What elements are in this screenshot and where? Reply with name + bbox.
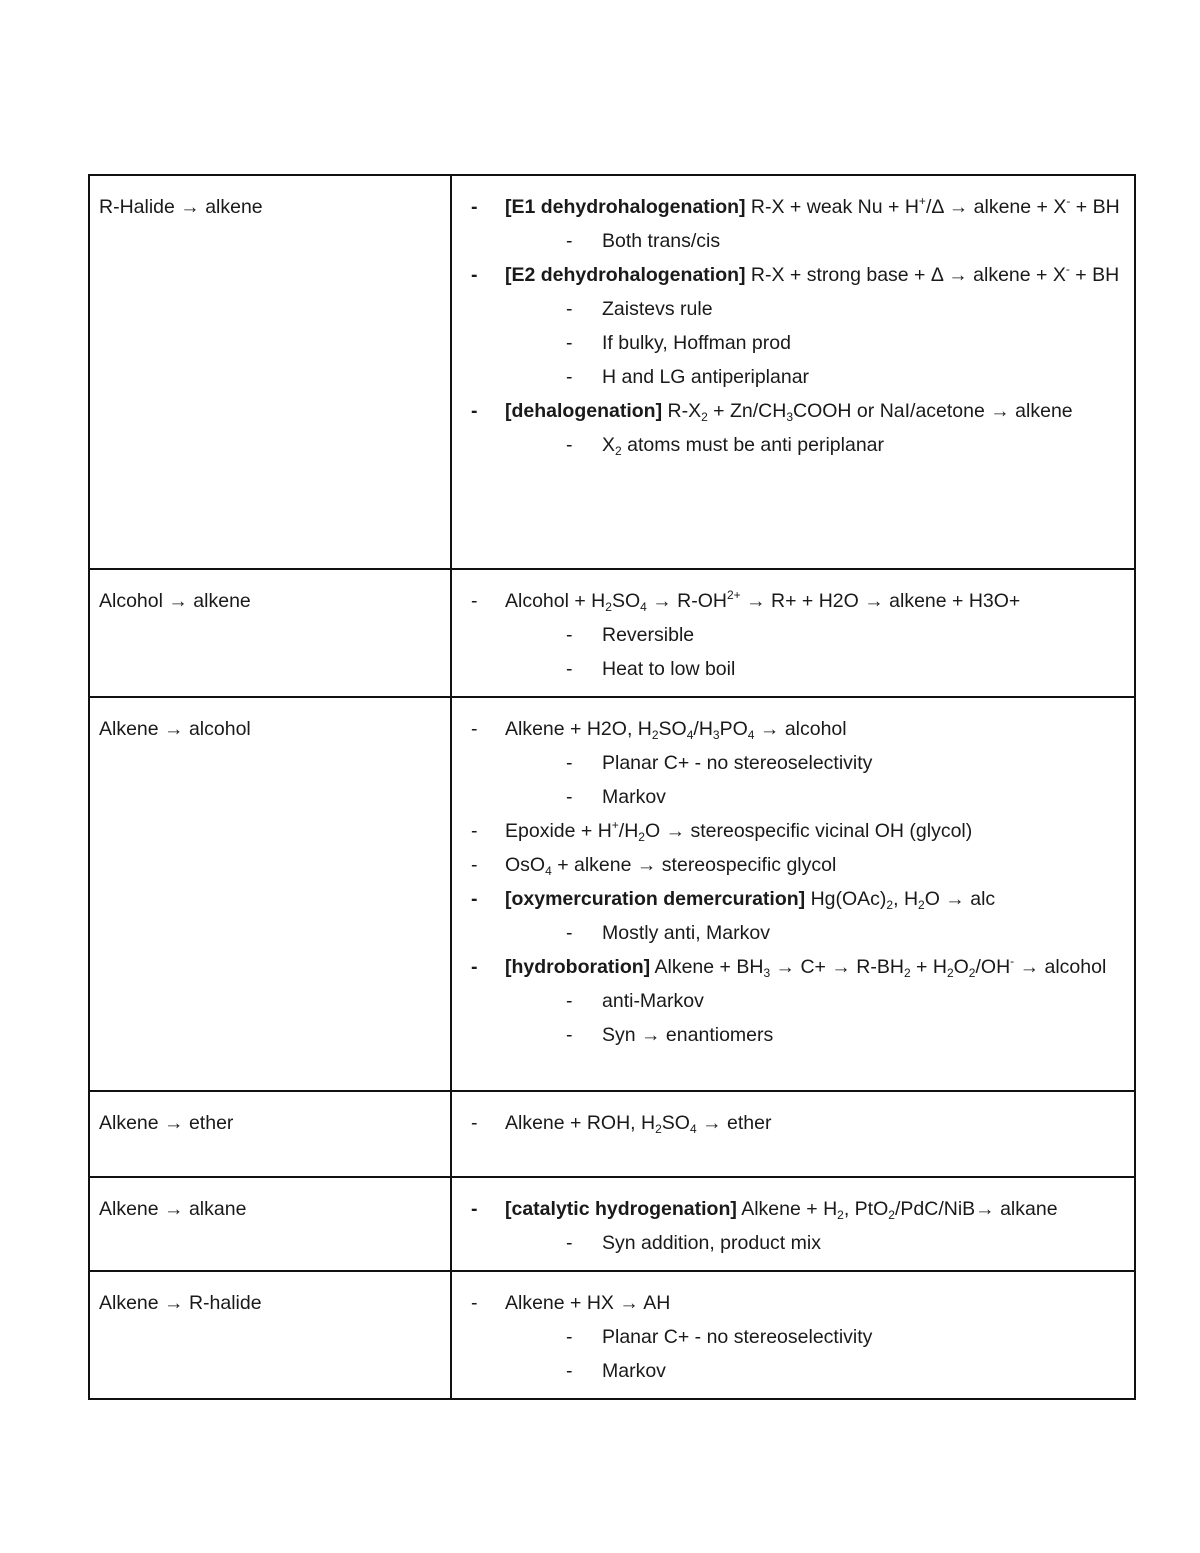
bullet-item [470,848,1126,882]
sub-bullet-item [470,1226,1126,1260]
table-row [89,697,1135,1091]
bullet-item [470,258,1126,292]
bullet-marker: - [566,1326,573,1348]
conversion-cell: Alkene → alcohol [89,697,451,1091]
conversion-cell: Alkene → alkane [89,1177,451,1271]
bullet-marker: - [471,1112,478,1134]
bullet-marker: - [471,400,478,422]
bullet-item [470,1192,1126,1226]
bullet-text: If bulky, Hoffman prod [602,332,791,354]
conversion-cell: Alkene → ether [89,1091,451,1177]
bullet-item [470,712,1126,746]
bullet-marker: - [566,990,573,1012]
conversion-cell: R-Halide → alkene [89,175,451,569]
sub-bullet-item [470,746,1126,780]
details-cell [451,1271,1135,1399]
bullet-marker: - [471,264,478,286]
sub-bullet-item [470,984,1126,1018]
sub-bullet-item [470,780,1126,814]
bullet-item [470,882,1126,916]
bullet-item [470,814,1126,848]
bullet-marker: - [566,366,573,388]
bullet-text: [hydroboration] Alkene + $BH_3 \to C+ \to R-BH_2 + H_2O_2/OH^-$ → alcohol [505,954,1107,980]
bullet-item [470,584,1126,618]
bullet-text: Syn addition, product mix [602,1232,821,1254]
bullet-text: $X_2$ atoms must be anti periplanar [602,434,885,458]
bullet-text: Both trans/cis [602,230,721,252]
sub-bullet-item [470,1018,1126,1052]
bullet-marker: - [566,230,573,252]
bullet-text: OsO$_4$ + alkene → stereospecific glycol [505,854,837,878]
bullet-marker: - [471,956,478,978]
bullet-text: Alkene + HX → AH [505,1292,671,1314]
details-cell [451,1091,1135,1177]
bullet-text: H and LG antiperiplanar [602,366,810,388]
conversion-cell: Alcohol → alkene [89,569,451,697]
bullet-marker: - [566,786,573,808]
bullet-marker: - [471,854,478,876]
bullet-marker: - [566,434,573,456]
bullet-text: Markov [602,1360,666,1382]
bullet-text: Planar C+ - no stereoselectivity [602,752,873,774]
bullet-marker: - [471,888,478,910]
table-row [89,1177,1135,1271]
bullet-text: [E2 dehydrohalogenation] R-X + strong base + Δ → alkene + X- + BH [505,262,1120,286]
bullet-marker: - [566,298,573,320]
bullet-text: Epoxide + $H^+/H_2O$ → stereospecific vicinal OH (glycol) [505,818,973,844]
bullet-text: [catalytic hydrogenation] Alkene + $H_2$, PtO$_2$/PdC/NiB→ alkane [505,1198,1058,1222]
table-row [89,1091,1135,1177]
sub-bullet-item [470,360,1126,394]
sub-bullet-item [470,652,1126,686]
details-cell [451,1177,1135,1271]
bullet-marker: - [471,590,478,612]
bullet-text: [E1 dehydrohalogenation] R-X + weak Nu + H+/Δ → alkene + X- + BH [505,194,1120,218]
bullet-marker: - [471,1198,478,1220]
sub-bullet-item [470,428,1126,462]
bullet-item [470,394,1126,428]
bullet-text: Alcohol + $H_2SO_4 \to R-OH^{2+} \to R+ + H2O$ → alkene + H3O+ [505,588,1021,614]
bullet-marker: - [566,332,573,354]
sub-bullet-item [470,326,1126,360]
bullet-text: anti-Markov [602,990,704,1012]
reactions-table [88,174,1136,1400]
table-row [89,175,1135,569]
bullet-marker: - [566,658,573,680]
sub-bullet-item [470,1320,1126,1354]
bullet-text: [dehalogenation] $R-X_2$ + $Zn/CH_3COOH$ or NaI/acetone → alkene [505,400,1073,424]
bullet-item [470,1286,1126,1320]
bullet-marker: - [471,196,478,218]
sub-bullet-item [470,1354,1126,1388]
bullet-text: Zaistevs rule [602,298,713,320]
bullet-marker: - [566,1232,573,1254]
details-cell [451,569,1135,697]
sub-bullet-item [470,224,1126,258]
bullet-item [470,1106,1126,1140]
bullet-text: Mostly anti, Markov [602,922,770,944]
bullet-marker: - [471,820,478,842]
bullet-item [470,950,1126,984]
details-cell [451,697,1135,1091]
details-cell [451,175,1135,569]
reactions-table-body [89,175,1135,1399]
bullet-marker: - [566,1024,573,1046]
bullet-text: Reversible [602,624,695,646]
bullet-marker: - [566,752,573,774]
table-row [89,569,1135,697]
bullet-text: Planar C+ - no stereoselectivity [602,1326,873,1348]
bullet-marker: - [566,922,573,944]
bullet-text: Alkene + H2O, $H_2SO_4/H_3PO_4$ → alcohol [505,718,847,742]
bullet-marker: - [471,718,478,740]
bullet-marker: - [471,1292,478,1314]
sub-bullet-item [470,916,1126,950]
conversion-cell: Alkene → R-halide [89,1271,451,1399]
bullet-text: Alkene + ROH, $H_2SO_4$ → ether [505,1112,772,1136]
sub-bullet-item [470,292,1126,326]
bullet-marker: - [566,1360,573,1382]
bullet-item [470,190,1126,224]
bullet-text: [oxymercuration demercuration] $Hg(OAc)_2$, $H_2O$ → alc [505,888,996,912]
bullet-text: Syn → enantiomers [602,1024,774,1046]
sub-bullet-item [470,618,1126,652]
bullet-marker: - [566,624,573,646]
bullet-text: Heat to low boil [602,658,736,680]
bullet-text: Markov [602,786,666,808]
table-row [89,1271,1135,1399]
